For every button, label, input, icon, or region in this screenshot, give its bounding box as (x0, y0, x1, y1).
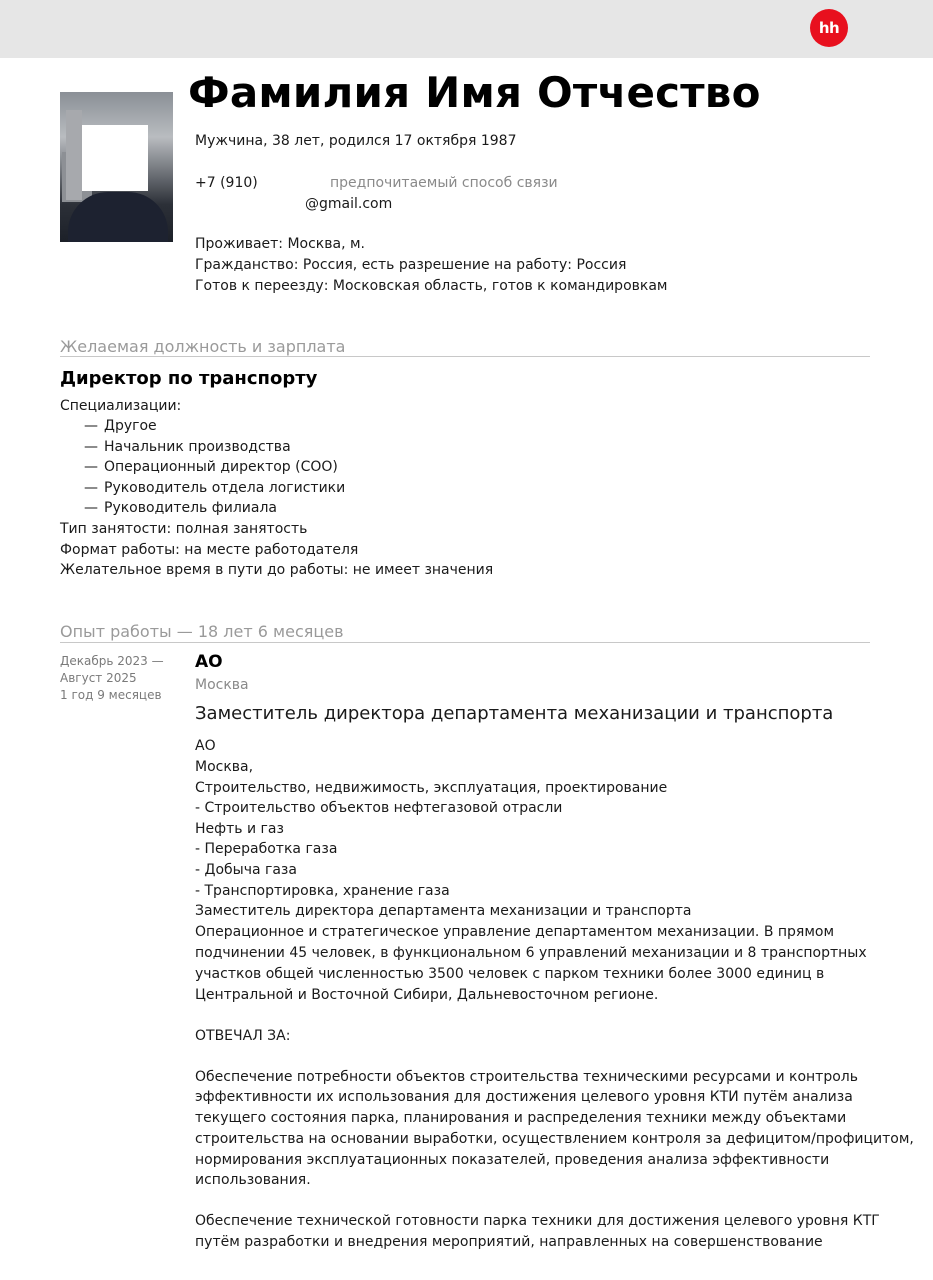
job-title: Заместитель директора департамента механизации и транспорта (195, 703, 834, 724)
spec-dash: — (84, 418, 98, 434)
specialization-label: Руководитель отдела логистики (104, 480, 346, 496)
specialization-label: Операционный директор (COO) (104, 459, 338, 475)
description-line: подчинении 45 человек, в функциональном 6 управлений механизации и 8 транспортных (195, 945, 867, 961)
description-line: использования. (195, 1172, 311, 1188)
employment-type: Тип занятости: полная занятость (60, 521, 308, 537)
spec-dash: — (84, 480, 98, 496)
section-divider (60, 642, 870, 643)
commute-time: Желательное время в пути до работы: не имеет значения (60, 562, 494, 578)
email[interactable]: @gmail.com (305, 196, 393, 212)
description-line: Заместитель директора департамента механизации и транспорта (195, 903, 692, 919)
description-line: Нефть и газ (195, 821, 284, 837)
description-line: участков общей численностью 3500 человек с парком техники более 3000 единиц в (195, 966, 825, 982)
spec-dash: — (84, 500, 98, 516)
description-line: Центральной и Восточной Сибири, Дальневосточном регионе. (195, 987, 659, 1003)
candidate-summary: Мужчина, 38 лет, родился 17 октября 1987 (195, 133, 517, 149)
desired-position: Директор по транспорту (60, 368, 318, 389)
specialization-label: Другое (104, 418, 157, 434)
relocation: Готов к переезду: Московская область, готов к командировкам (195, 278, 668, 294)
job-duration: 1 год 9 месяцев (60, 688, 162, 702)
citizenship: Гражданство: Россия, есть разрешение на работу: Россия (195, 257, 627, 273)
specialization-item (84, 439, 291, 455)
description-line: - Транспортировка, хранение газа (195, 883, 450, 899)
description-line: - Переработка газа (195, 841, 338, 857)
specialization-label: Начальник производства (104, 439, 291, 455)
description-line: АО (195, 738, 216, 754)
specialization-label: Руководитель филиала (104, 500, 277, 516)
spec-dash: — (84, 439, 98, 455)
description-line: строительства на основании выработки, осуществлением контроля за дефицитом/профицитом, (195, 1131, 914, 1147)
description-line: Обеспечение технической готовности парка техники для достижения целевого уровня КТГ (195, 1213, 880, 1229)
experience-section-title: Опыт работы — 18 лет 6 месяцев (60, 622, 344, 641)
residence: Проживает: Москва, м. (195, 236, 365, 252)
work-format: Формат работы: на месте работодателя (60, 542, 359, 558)
specializations-label: Специализации: (60, 398, 182, 414)
specialization-item (84, 459, 338, 475)
job-period-end: Август 2025 (60, 671, 137, 685)
description-line: Строительство, недвижимость, эксплуатация, проектирование (195, 780, 668, 796)
company-name: АО (195, 652, 223, 672)
description-line: Обеспечение потребности объектов строительства техническими ресурсами и контроль (195, 1069, 858, 1085)
candidate-name: Фамилия Имя Отчество (188, 68, 761, 117)
description-line: Операционное и стратегическое управление департаментом механизации. В прямом (195, 924, 835, 940)
section-divider (60, 356, 870, 357)
specialization-item (84, 480, 345, 496)
description-line: - Добыча газа (195, 862, 297, 878)
phone-number[interactable]: +7 (910) (195, 175, 258, 191)
description-line: эффективности их использования для достижения целевого уровня КТИ путём анализа (195, 1089, 853, 1105)
description-line: путём разработки и внедрения мероприятий, направленных на совершенствование (195, 1234, 823, 1250)
description-line: ОТВЕЧАЛ ЗА: (195, 1028, 291, 1044)
hh-logo[interactable]: hh (810, 9, 848, 47)
profile-photo (60, 92, 173, 242)
phone-note: предпочитаемый способ связи (330, 175, 558, 191)
specialization-item (84, 500, 277, 516)
job-period-start: Декабрь 2023 — (60, 654, 164, 668)
top-bar (0, 0, 933, 58)
description-line: текущего состояния парка, планирования и распределения техники между объектами (195, 1110, 847, 1126)
specialization-item (84, 418, 157, 434)
description-line: Москва, (195, 759, 254, 775)
company-city: Москва (195, 677, 249, 693)
desired-section-title: Желаемая должность и зарплата (60, 337, 346, 356)
spec-dash: — (84, 459, 98, 475)
description-line: - Строительство объектов нефтегазовой отрасли (195, 800, 563, 816)
description-line: нормирования эксплуатационных показателей, проведения анализа эффективности (195, 1152, 830, 1168)
